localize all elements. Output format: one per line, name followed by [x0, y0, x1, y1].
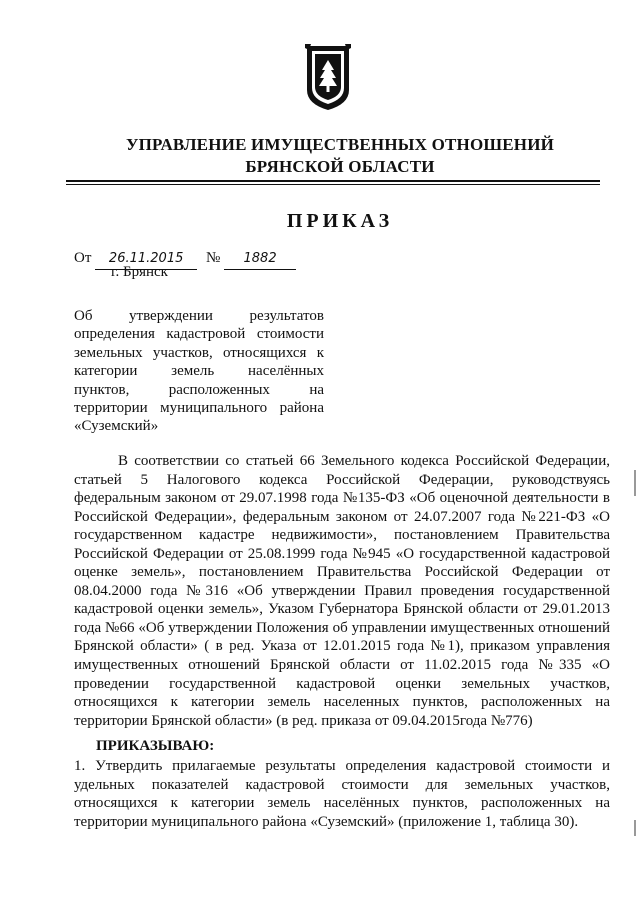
number-field	[206, 248, 296, 268]
scan-artifact	[634, 470, 636, 496]
preamble-line: федеральным законом от 29.07.1998 года №135-ФЗ «Об оценочной деятельности в	[74, 490, 610, 507]
preamble-line: В соответствии со статьей 66 Земельного кодекса Российской Федерации,	[118, 453, 610, 469]
preamble-line: Брянской области» ( в ред. Указа от 12.01.2015 года №1), приказом управления	[74, 638, 610, 655]
preamble-line: Российской Федерации», федеральным законом от 24.07.2007 года №221-ФЗ «О	[74, 508, 610, 525]
order-item-1	[74, 757, 610, 831]
order-heading: ПРИКАЗЫВАЮ:	[96, 738, 215, 754]
order-item-line: территории муниципального района «Суземский» (приложение 1, таблица 30).	[74, 813, 579, 830]
subject-line: «Суземский»	[74, 418, 159, 435]
preamble-line: статьей 5 Налогового кодекса Российской Федерации, руководствуясь	[74, 471, 610, 488]
subject-line: пунктов, расположенных на	[74, 381, 324, 398]
header-divider-thin	[66, 184, 600, 185]
subject-line: Об утверждении результатов	[74, 308, 324, 324]
document-subject	[74, 307, 324, 436]
number-label: №	[206, 250, 221, 266]
organization-name-line2: БРЯНСКОЙ ОБЛАСТИ	[245, 157, 435, 176]
order-item-line: относящихся к категории земель населённых пунктов, расположенных на	[74, 795, 610, 812]
preamble-line: проведении государственной кадастровой оценки земельных участков,	[74, 675, 610, 692]
document-title: ПРИКАЗ	[286, 210, 394, 232]
order-item-line: 1. Утвердить прилагаемые результаты определения кадастровой стоимости и	[74, 758, 610, 774]
date-label: От	[74, 250, 92, 266]
city-name: г. Брянск	[111, 264, 168, 280]
number-value: 1882	[224, 249, 296, 270]
organization-name-line1: УПРАВЛЕНИЕ ИМУЩЕСТВЕННЫХ ОТНОШЕНИЙ	[125, 135, 555, 154]
subject-line: территории муниципального района	[74, 400, 324, 417]
preamble-line: имущественных отношений Брянской области от 11.02.2015 года №335 «О	[74, 657, 610, 674]
preamble-paragraph	[74, 452, 610, 730]
preamble-line: оценке земель», постановлением Правительства Российской Федерации от	[74, 564, 610, 581]
subject-line: категории земель населённых	[74, 363, 324, 380]
date-value: 26.11.2015	[95, 249, 197, 270]
subject-line: земельных участков, относящихся к	[74, 344, 324, 361]
preamble-line: государственном кадастре недвижимости», постановлением Правительства	[74, 527, 610, 544]
order-item-line: удельных показателей кадастровой стоимости для земельных участков,	[74, 776, 610, 793]
preamble-line: года №66 «Об утверждении Положения об управлении имущественных отношений	[74, 619, 610, 636]
preamble-line: кадастровой оценки земель», Указом Губернатора Брянской области от 29.01.2013	[74, 601, 610, 618]
preamble-line: территории Брянской области» (в ред. приказа от 09.04.2015года №776)	[74, 712, 533, 729]
header-divider-thick	[66, 180, 600, 182]
preamble-line: Российской Федерации от 25.08.1999 года №945 «О государственной кадастровой	[74, 545, 610, 562]
preamble-line: относящихся к категории земель населенных пунктов, расположенных на	[74, 694, 610, 711]
preamble-line: 08.04.2000 года №316 «Об утверждении Правил проведения государственной	[74, 582, 610, 599]
scan-artifact	[634, 820, 636, 836]
coat-of-arms-icon	[303, 42, 353, 112]
subject-line: определения кадастровой стоимости	[74, 326, 324, 343]
